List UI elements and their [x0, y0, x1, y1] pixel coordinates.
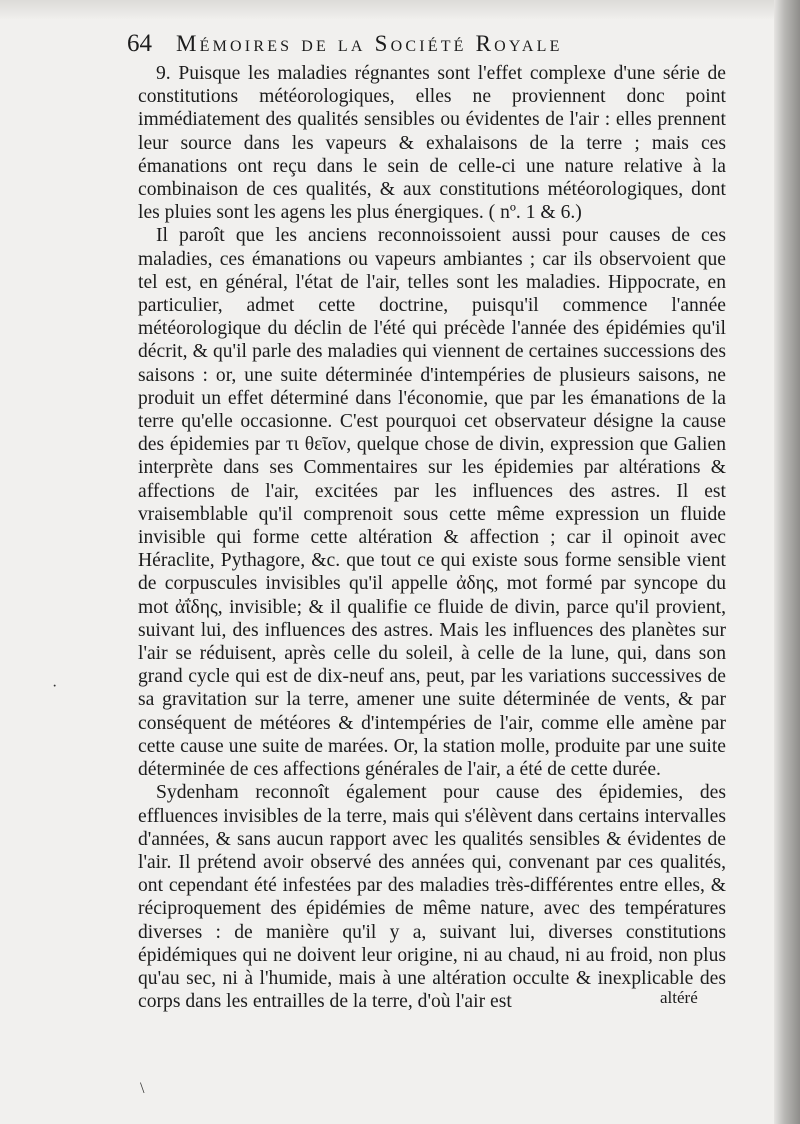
page-number: 64: [127, 30, 152, 57]
paragraph-sydenham: Sydenham reconnoît également pour cause des épidemies, des effluences invisibles de la terre, mais qui s'élèvent dans certains intervalles d'années, & sans aucun rapport avec les qualités sensibles & évidentes de l'air. Il prétend avoir observé des années qui, convenant par ces qualités, ont cependant été infestées par des maladies très-différentes entre elles, & réciproquement des épidémies de même nature, avec des températures diverses : de manière qu'il y a, suivant lui, diverses constitutions épidémiques qui ne doivent leur origine, ni au chaud, ni au froid, non plus qu'au sec, ni à l'humide, mais à une altération occulte & inexplicable des corps dans les entrailles de la terre, d'où l'air est: [138, 782, 726, 1013]
margin-dot: ·: [52, 678, 58, 695]
page-header: [127, 30, 647, 64]
running-head: Mémoires de la Société Royale: [176, 31, 563, 56]
paragraph-anciens: Il paroît que les anciens reconnoissoient aussi pour causes de ces maladies, ces émanations ou vapeurs ambiantes ; car ils observoient que tel est, en général, l'état de l'air, telles sont les maladies. Hippocrate, en particulier, admet cette doctrine, puisqu'il commence l'année météorologique du déclin de l'été qui précède l'année des épidémies qu'il décrit, & qu'il parle des maladies qui viennent de certaines successions des saisons : or, une suite déterminée d'intempéries de plusieurs saisons, ne produit un effet déterminé dans l'économie, que par les émanations de la terre qu'elle occasionne. C'est pourquoi cet observateur désigne la cause des épidemies par τι θεῖον, quelque chose de divin, expression que Galien interprète dans ses Commentaires sur les épidemies par altérations & affections de l'air, excitées par les influences des astres. Il est vraisemblable qu'il comprenoit sous cette même expression un fluide invisible qui forme cette altération & affection ; car il opinoit avec Héraclite, Pythagore, &c. que tout ce qui existe sous forme sensible vient de corpuscules invisibles qu'il appelle ἀδης, mot formé par syncope du mot ἀΐδης, invisible; & il qualifie ce fluide de divin, parce qu'il provient, suivant lui, des influences des astres. Mais les influences des planètes sur l'air se réduisent, après celle du soleil, à celle de la lune, qui, dans son grand cycle qui est de dix-neuf ans, peut, par les variations successives de sa gravitation sur la terre, amener une suite déterminée de vents, & par conséquent de météores & d'intempéries de l'air, comme elle amène par cette cause une suite de marées. Or, la station molle, produite par une suite déterminée de ces affections générales de l'air, a été de cette durée.: [138, 225, 726, 781]
page-shadow: [0, 0, 800, 20]
page-edge: [774, 0, 800, 1124]
catchword: altéré: [660, 988, 698, 1007]
paragraph-9: 9. Puisque les maladies régnantes sont l'effet complexe d'une série de constitutions météorologiques, elles ne proviennent donc point immédiatement des qualités sensibles ou évidentes de l'air : elles prennent leur source dans les vapeurs & exhalaisons de la terre ; mais ces émanations ont reçu dans le sein de celle-ci une nature relative à la combinaison de ces qualités, & aux constitutions météorologiques, dont les pluies sont les agens les plus énergiques. ( nº. 1 & 6.): [138, 63, 726, 224]
margin-stroke: \: [140, 1080, 145, 1097]
body-text: [138, 62, 726, 1013]
